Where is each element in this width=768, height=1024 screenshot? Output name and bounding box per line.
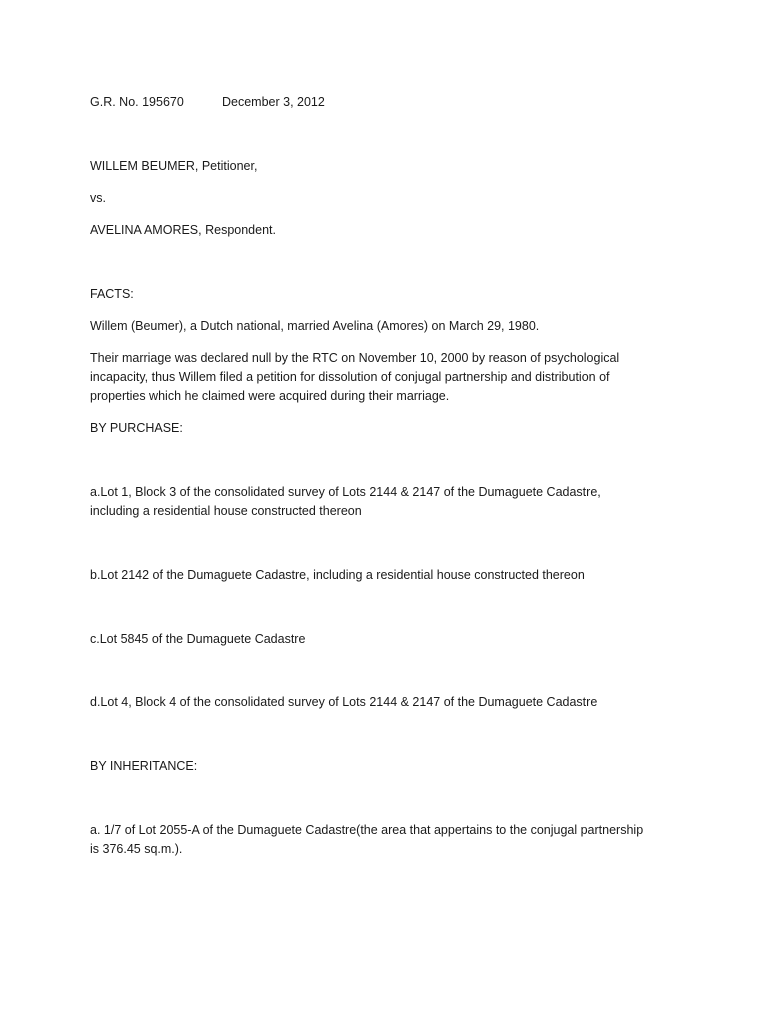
petitioner-line: WILLEM BEUMER, Petitioner, — [90, 159, 258, 173]
facts-heading: FACTS: — [90, 287, 134, 301]
inheritance-item-a: a. 1/7 of Lot 2055-A of the Dumaguete Cadastre(the area that appertains to the conjugal partnership is 376.45 sq.m.). — [90, 823, 644, 856]
case-number: G.R. No. 195670 — [90, 95, 184, 109]
case-date: December 3, 2012 — [222, 95, 325, 109]
versus-line: vs. — [90, 191, 106, 205]
facts-paragraph-1: Willem (Beumer), a Dutch national, married Avelina (Amores) on March 29, 1980. — [90, 319, 540, 333]
facts-paragraph-2: Their marriage was declared null by the RTC on November 10, 2000 by reason of psychological incapacity, thus Willem filed a petition for dissolution of conjugal partnership and distribution of properties which he claimed were acquired during their marriage. — [90, 351, 620, 403]
purchase-item-b: b.Lot 2142 of the Dumaguete Cadastre, including a residential house constructed thereon — [90, 568, 585, 582]
by-inheritance-heading: BY INHERITANCE: — [90, 759, 198, 773]
by-purchase-heading: BY PURCHASE: — [90, 421, 183, 435]
purchase-item-d: d.Lot 4, Block 4 of the consolidated survey of Lots 2144 & 2147 of the Dumaguete Cadastre — [90, 695, 598, 709]
purchase-item-a: a.Lot 1, Block 3 of the consolidated survey of Lots 2144 & 2147 of the Dumaguete Cadastre, including a residential house constructed thereon — [90, 485, 601, 518]
respondent-line: AVELINA AMORES, Respondent. — [90, 223, 276, 237]
purchase-item-c: c.Lot 5845 of the Dumaguete Cadastre — [90, 632, 306, 646]
